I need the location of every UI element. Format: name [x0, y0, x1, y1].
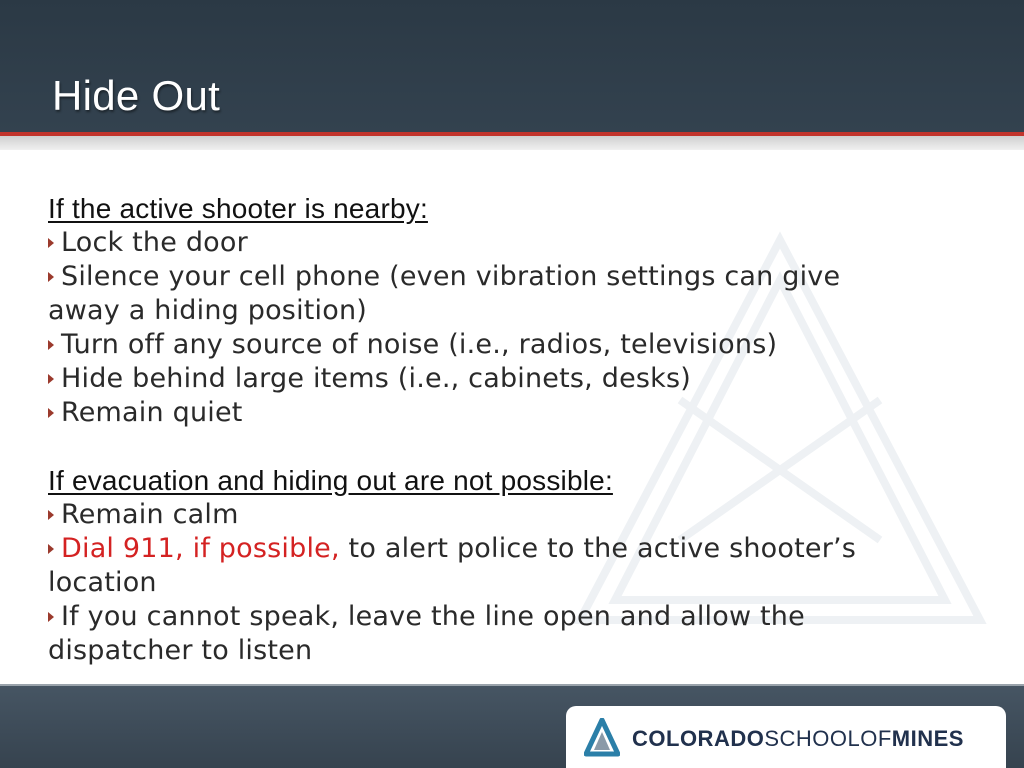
school-logo-text: COLORADOSCHOOLOFMINES	[632, 726, 964, 751]
bullet-arrow-icon	[48, 612, 54, 622]
bullet-silence-phone: Silence your cell phone (even vibration settings can give	[48, 260, 988, 294]
bullet-cannot-speak-cont: dispatcher to listen	[48, 635, 313, 666]
slide-body	[48, 192, 988, 668]
school-logo-tab	[566, 706, 1006, 768]
bullet-arrow-icon	[48, 238, 54, 248]
slide-header	[0, 0, 1024, 132]
bullet-hide-behind: Hide behind large items (i.e., cabinets, desks)	[48, 362, 988, 396]
bullet-arrow-icon	[48, 544, 54, 554]
bullet-arrow-icon	[48, 510, 54, 520]
bullet-cannot-speak: If you cannot speak, leave the line open and allow the	[48, 600, 988, 634]
bullet-arrow-icon	[48, 374, 54, 384]
bullet-remain-calm: Remain calm	[48, 498, 988, 532]
bullet-remain-quiet: Remain quiet	[48, 396, 988, 430]
bullet-turn-off-noise: Turn off any source of noise (i.e., radios, televisions)	[48, 328, 988, 362]
bullet-silence-phone-cont: away a hiding position)	[48, 295, 368, 326]
bullet-lock-door: Lock the door	[48, 226, 988, 260]
section-heading-not-possible: If evacuation and hiding out are not possible:	[48, 465, 613, 496]
header-shadow-band	[0, 136, 1024, 150]
bullet-arrow-icon	[48, 272, 54, 282]
bullet-dial-911: Dial 911, if possible, to alert police to the active shooter’s	[48, 532, 988, 566]
section-heading-nearby: If the active shooter is nearby:	[48, 193, 428, 224]
dial-911-highlight: Dial 911, if possible,	[61, 533, 340, 564]
bullet-arrow-icon	[48, 340, 54, 350]
bullet-arrow-icon	[48, 408, 54, 418]
section-gap	[48, 430, 988, 464]
bullet-dial-911-cont: location	[48, 567, 157, 598]
slide-title: Hide Out	[52, 72, 221, 119]
mines-triangle-logo-icon	[584, 718, 620, 758]
